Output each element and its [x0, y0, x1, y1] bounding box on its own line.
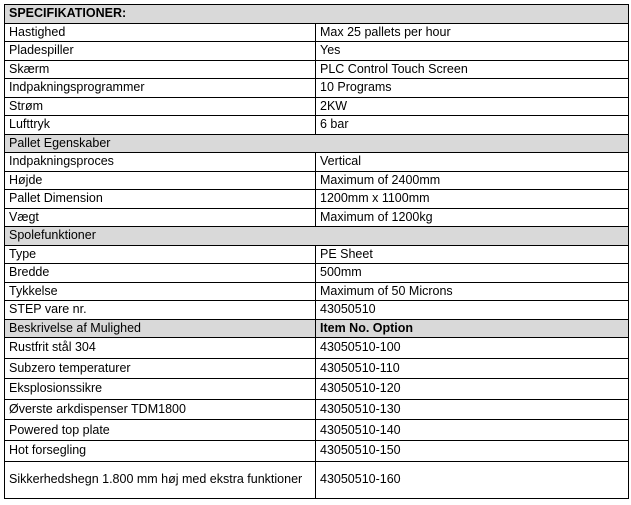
row-value: 43050510	[316, 301, 629, 320]
table-row	[5, 23, 629, 42]
section-header-pallet	[5, 134, 629, 153]
table-row	[5, 116, 629, 135]
row-value: 43050510-160	[316, 461, 629, 498]
row-value: PE Sheet	[316, 245, 629, 264]
row-value: 43050510-130	[316, 399, 629, 420]
row-label: Subzero temperaturer	[5, 358, 316, 379]
section-header-options	[5, 319, 629, 338]
section-header-spool	[5, 227, 629, 246]
row-label: Lufttryk	[5, 116, 316, 135]
options-column-heading: Item No. Option	[316, 319, 629, 338]
row-value: 10 Programs	[316, 79, 629, 98]
table-row	[5, 245, 629, 264]
row-value: 1200mm x 1100mm	[316, 190, 629, 209]
row-value: 43050510-120	[316, 379, 629, 400]
table-row	[5, 171, 629, 190]
row-label: Rustfrit stål 304	[5, 338, 316, 359]
row-value: Vertical	[316, 153, 629, 172]
row-label: Eksplosionssikre	[5, 379, 316, 400]
section-heading: Beskrivelse af Mulighed	[5, 319, 316, 338]
table-row	[5, 264, 629, 283]
row-value: 43050510-150	[316, 440, 629, 461]
title-row	[5, 5, 629, 24]
row-label: Hastighed	[5, 23, 316, 42]
row-value: Maximum of 50 Microns	[316, 282, 629, 301]
table-row	[5, 440, 629, 461]
row-label: Indpakningsproces	[5, 153, 316, 172]
row-label: Powered top plate	[5, 420, 316, 441]
table-row	[5, 282, 629, 301]
row-value: Maximum of 2400mm	[316, 171, 629, 190]
table-row	[5, 358, 629, 379]
table-row	[5, 190, 629, 209]
row-label: STEP vare nr.	[5, 301, 316, 320]
row-label: Sikkerhedshegn 1.800 mm høj med ekstra funktioner	[5, 461, 316, 498]
row-label: Skærm	[5, 60, 316, 79]
table-row	[5, 208, 629, 227]
row-label: Type	[5, 245, 316, 264]
table-row	[5, 42, 629, 61]
table-row	[5, 379, 629, 400]
row-label: Indpakningsprogrammer	[5, 79, 316, 98]
table-row	[5, 420, 629, 441]
section-heading: Spolefunktioner	[5, 227, 629, 246]
row-label: Hot forsegling	[5, 440, 316, 461]
row-label: Øverste arkdispenser TDM1800	[5, 399, 316, 420]
table-row	[5, 301, 629, 320]
table-row	[5, 153, 629, 172]
table-row	[5, 97, 629, 116]
section-heading: Pallet Egenskaber	[5, 134, 629, 153]
row-value: 6 bar	[316, 116, 629, 135]
row-value: 500mm	[316, 264, 629, 283]
row-label: Strøm	[5, 97, 316, 116]
row-value: 43050510-100	[316, 338, 629, 359]
row-value: 43050510-140	[316, 420, 629, 441]
row-label: Højde	[5, 171, 316, 190]
table-row	[5, 399, 629, 420]
specification-table	[4, 4, 629, 499]
row-value: Max 25 pallets per hour	[316, 23, 629, 42]
table-row	[5, 60, 629, 79]
row-value: 2KW	[316, 97, 629, 116]
row-value: 43050510-110	[316, 358, 629, 379]
row-label: Vægt	[5, 208, 316, 227]
table-row	[5, 338, 629, 359]
table-row	[5, 79, 629, 98]
row-label: Bredde	[5, 264, 316, 283]
row-label: Pladespiller	[5, 42, 316, 61]
row-value: Maximum of 1200kg	[316, 208, 629, 227]
table-row	[5, 461, 629, 498]
row-value: Yes	[316, 42, 629, 61]
table-title: SPECIFIKATIONER:	[5, 5, 629, 24]
row-label: Tykkelse	[5, 282, 316, 301]
row-value: PLC Control Touch Screen	[316, 60, 629, 79]
row-label: Pallet Dimension	[5, 190, 316, 209]
